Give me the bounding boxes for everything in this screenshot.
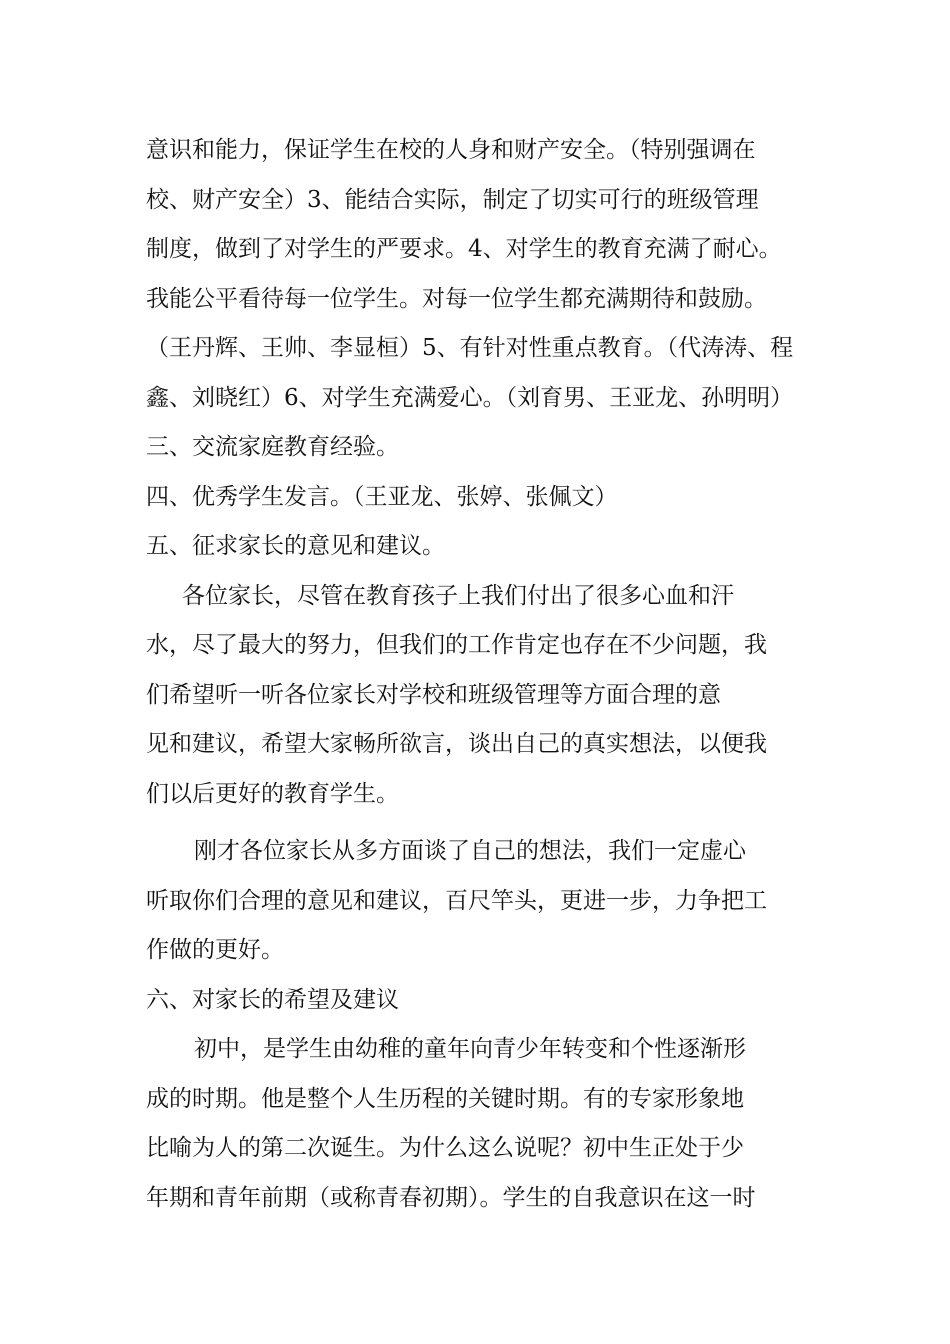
- section-heading: 四、优秀学生发言。（王亚龙、张婷、张佩文）: [146, 483, 618, 510]
- section-heading: 五、征求家长的意见和建议。: [146, 533, 445, 559]
- section-heading: 六、对家长的希望及建议: [146, 986, 399, 1013]
- text-line: （王丹辉、王帅、李显桓）5、有针对性重点教育。（代涛涛、程: [146, 335, 794, 361]
- section-heading: 三、交流家庭教育经验。: [146, 434, 399, 460]
- text-line: 制度，做到了对学生的严要求。4、对学生的教育充满了耐心。: [146, 236, 782, 262]
- text-line: 见和建议，希望大家畅所欲言，谈出自己的真实想法，以便我: [146, 731, 767, 757]
- paragraph-start: 各位家长，尽管在教育孩子上我们付出了很多心血和汗: [182, 582, 734, 609]
- text-line: 年期和青年前期（或称青春初期）。学生的自我意识在这一时: [146, 1184, 756, 1211]
- text-line: 成的时期。他是整个人生历程的关键时期。有的专家形象地: [146, 1085, 744, 1112]
- document-body: [146, 126, 811, 1223]
- paragraph-start: 初中，是学生由幼稚的童年向青少年转变和个性逐渐形: [194, 1036, 746, 1062]
- text-line: 校、财产安全）3、能结合实际，制定了切实可行的班级管理: [146, 186, 759, 213]
- text-line: 们以后更好的教育学生。: [146, 780, 399, 807]
- text-line: 比喻为人的第二次诞生。为什么这么说呢？初中生正处于少: [146, 1135, 744, 1161]
- text-line: 们希望听一听各位家长对学校和班级管理等方面合理的意: [146, 681, 721, 708]
- paragraph-start: 刚才各位家长从多方面谈了自己的想法，我们一定虚心: [194, 838, 746, 864]
- text-line: 水，尽了最大的努力，但我们的工作肯定也存在不少问题，我: [146, 632, 767, 658]
- text-line: 鑫、刘晓红）6、对学生充满爱心。（刘育男、王亚龙、孙明明）: [146, 384, 794, 411]
- paragraph-gap: [146, 819, 811, 827]
- text-line: 意识和能力，保证学生在校的人身和财产安全。（特别强调在: [146, 137, 756, 163]
- text-line: 我能公平看待每一位学生。对每一位学生都充满期待和鼓励。: [146, 285, 767, 312]
- text-line: 听取你们合理的意见和建议，百尺竿头，更进一步，力争把工: [146, 887, 767, 914]
- text-line: 作做的更好。: [146, 937, 284, 963]
